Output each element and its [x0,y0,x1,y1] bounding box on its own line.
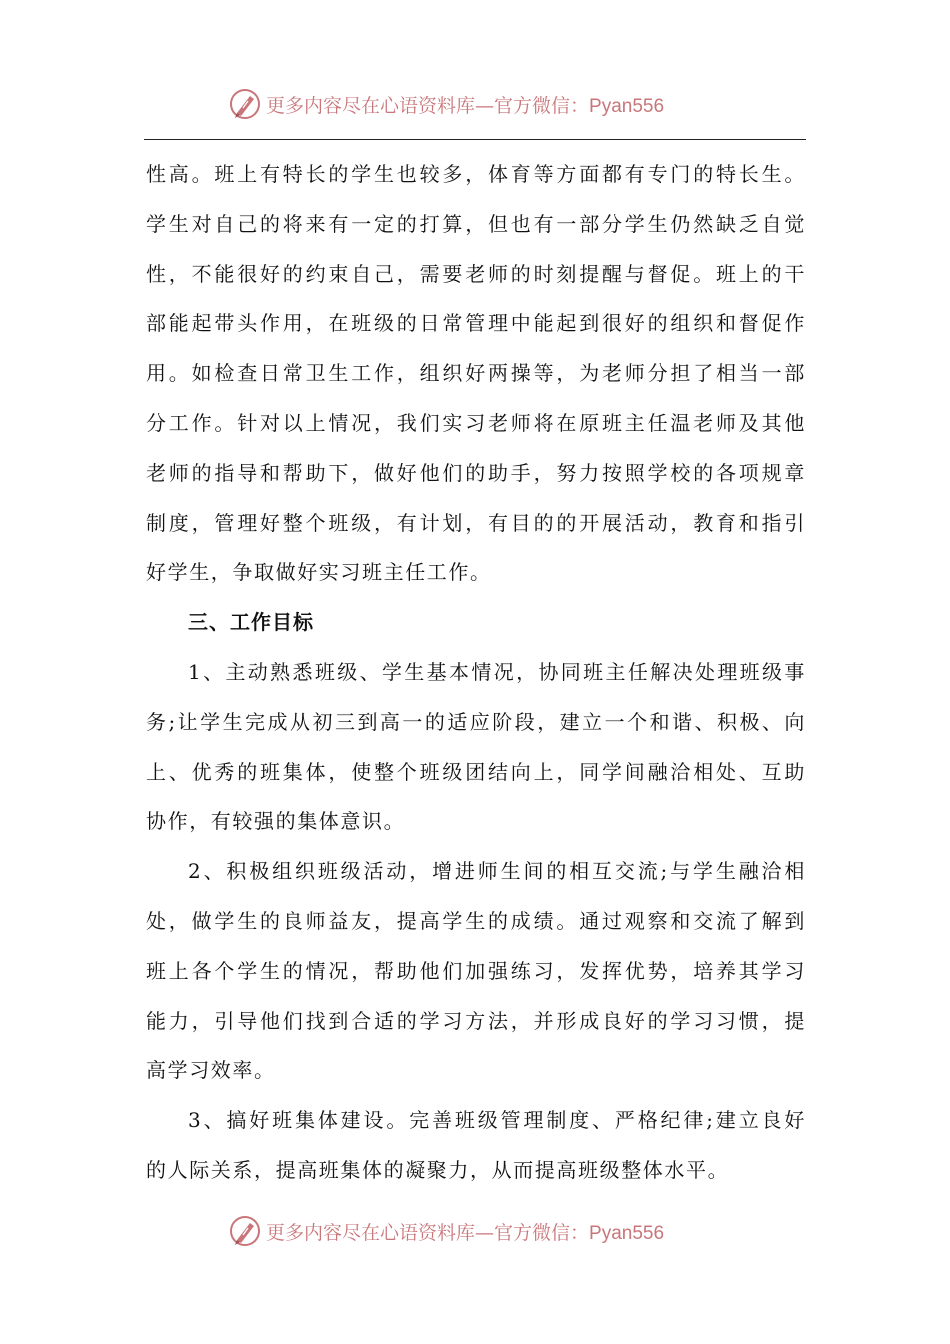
header-divider [144,139,806,140]
header-watermark-text [266,91,664,118]
footer-wechat-id: Pyan556 [589,1222,665,1244]
body-line: 2、积极组织班级活动，增进师生间的相互交流;与学生融洽相 [188,859,806,884]
footer-watermark [228,1211,664,1251]
body-line: 制度，管理好整个班级，有计划，有目的的开展活动，教育和指引 [146,510,806,535]
footer-watermark-text [266,1218,664,1245]
body-line: 老师的指导和帮助下，做好他们的助手，努力按照学校的各项规章 [146,460,806,485]
body-line: 1、主动熟悉班级、学生基本情况，协同班主任解决处理班级事 [188,659,806,684]
body-line: 班上各个学生的情况，帮助他们加强练习，发挥优势，培养其学习 [146,958,806,983]
body-line: 性高。班上有特长的学生也较多，体育等方面都有专门的特长生。 [146,162,806,186]
header-wechat-id: Pyan556 [589,95,665,117]
body-line: 性，不能很好的约束自己，需要老师的时刻提醒与督促。班上的干 [146,261,806,286]
body-line: 部能起带头作用，在班级的日常管理中能起到很好的组织和督促作 [146,311,806,336]
pen-logo-icon [228,87,262,121]
body-line: 的人际关系，提高班集体的凝聚力，从而提高班级整体水平。 [146,1157,730,1182]
header-brand-text: 更多内容尽在心语资料库—官方微信： [266,94,590,117]
body-line: 协作，有较强的集体意识。 [146,809,406,834]
section-heading: 三、工作目标 [188,610,314,635]
pen-logo-icon [228,1214,262,1248]
body-line: 好学生，争取做好实习班主任工作。 [146,560,492,585]
header-watermark [228,84,664,124]
body-line: 务;让学生完成从初三到高一的适应阶段，建立一个和谐、积极、向 [146,709,806,734]
body-line: 分工作。针对以上情况，我们实习老师将在原班主任温老师及其他 [146,410,806,435]
footer-brand-text: 更多内容尽在心语资料库—官方微信： [266,1221,590,1244]
body-line: 高学习效率。 [146,1058,276,1083]
body-line: 能力，引导他们找到合适的学习方法，并形成良好的学习习惯，提 [146,1008,806,1033]
body-line: 3、搞好班集体建设。完善班级管理制度、严格纪律;建立良好 [188,1108,806,1133]
body-line: 上、优秀的班集体，使整个班级团结向上，同学间融洽相处、互助 [146,759,806,784]
document-body [146,150,806,1196]
body-line: 学生对自己的将来有一定的打算，但也有一部分学生仍然缺乏自觉 [146,211,806,236]
body-line: 用。如检查日常卫生工作，组织好两操等，为老师分担了相当一部 [146,361,806,386]
body-line: 处，做学生的良师益友，提高学生的成绩。通过观察和交流了解到 [146,908,806,933]
